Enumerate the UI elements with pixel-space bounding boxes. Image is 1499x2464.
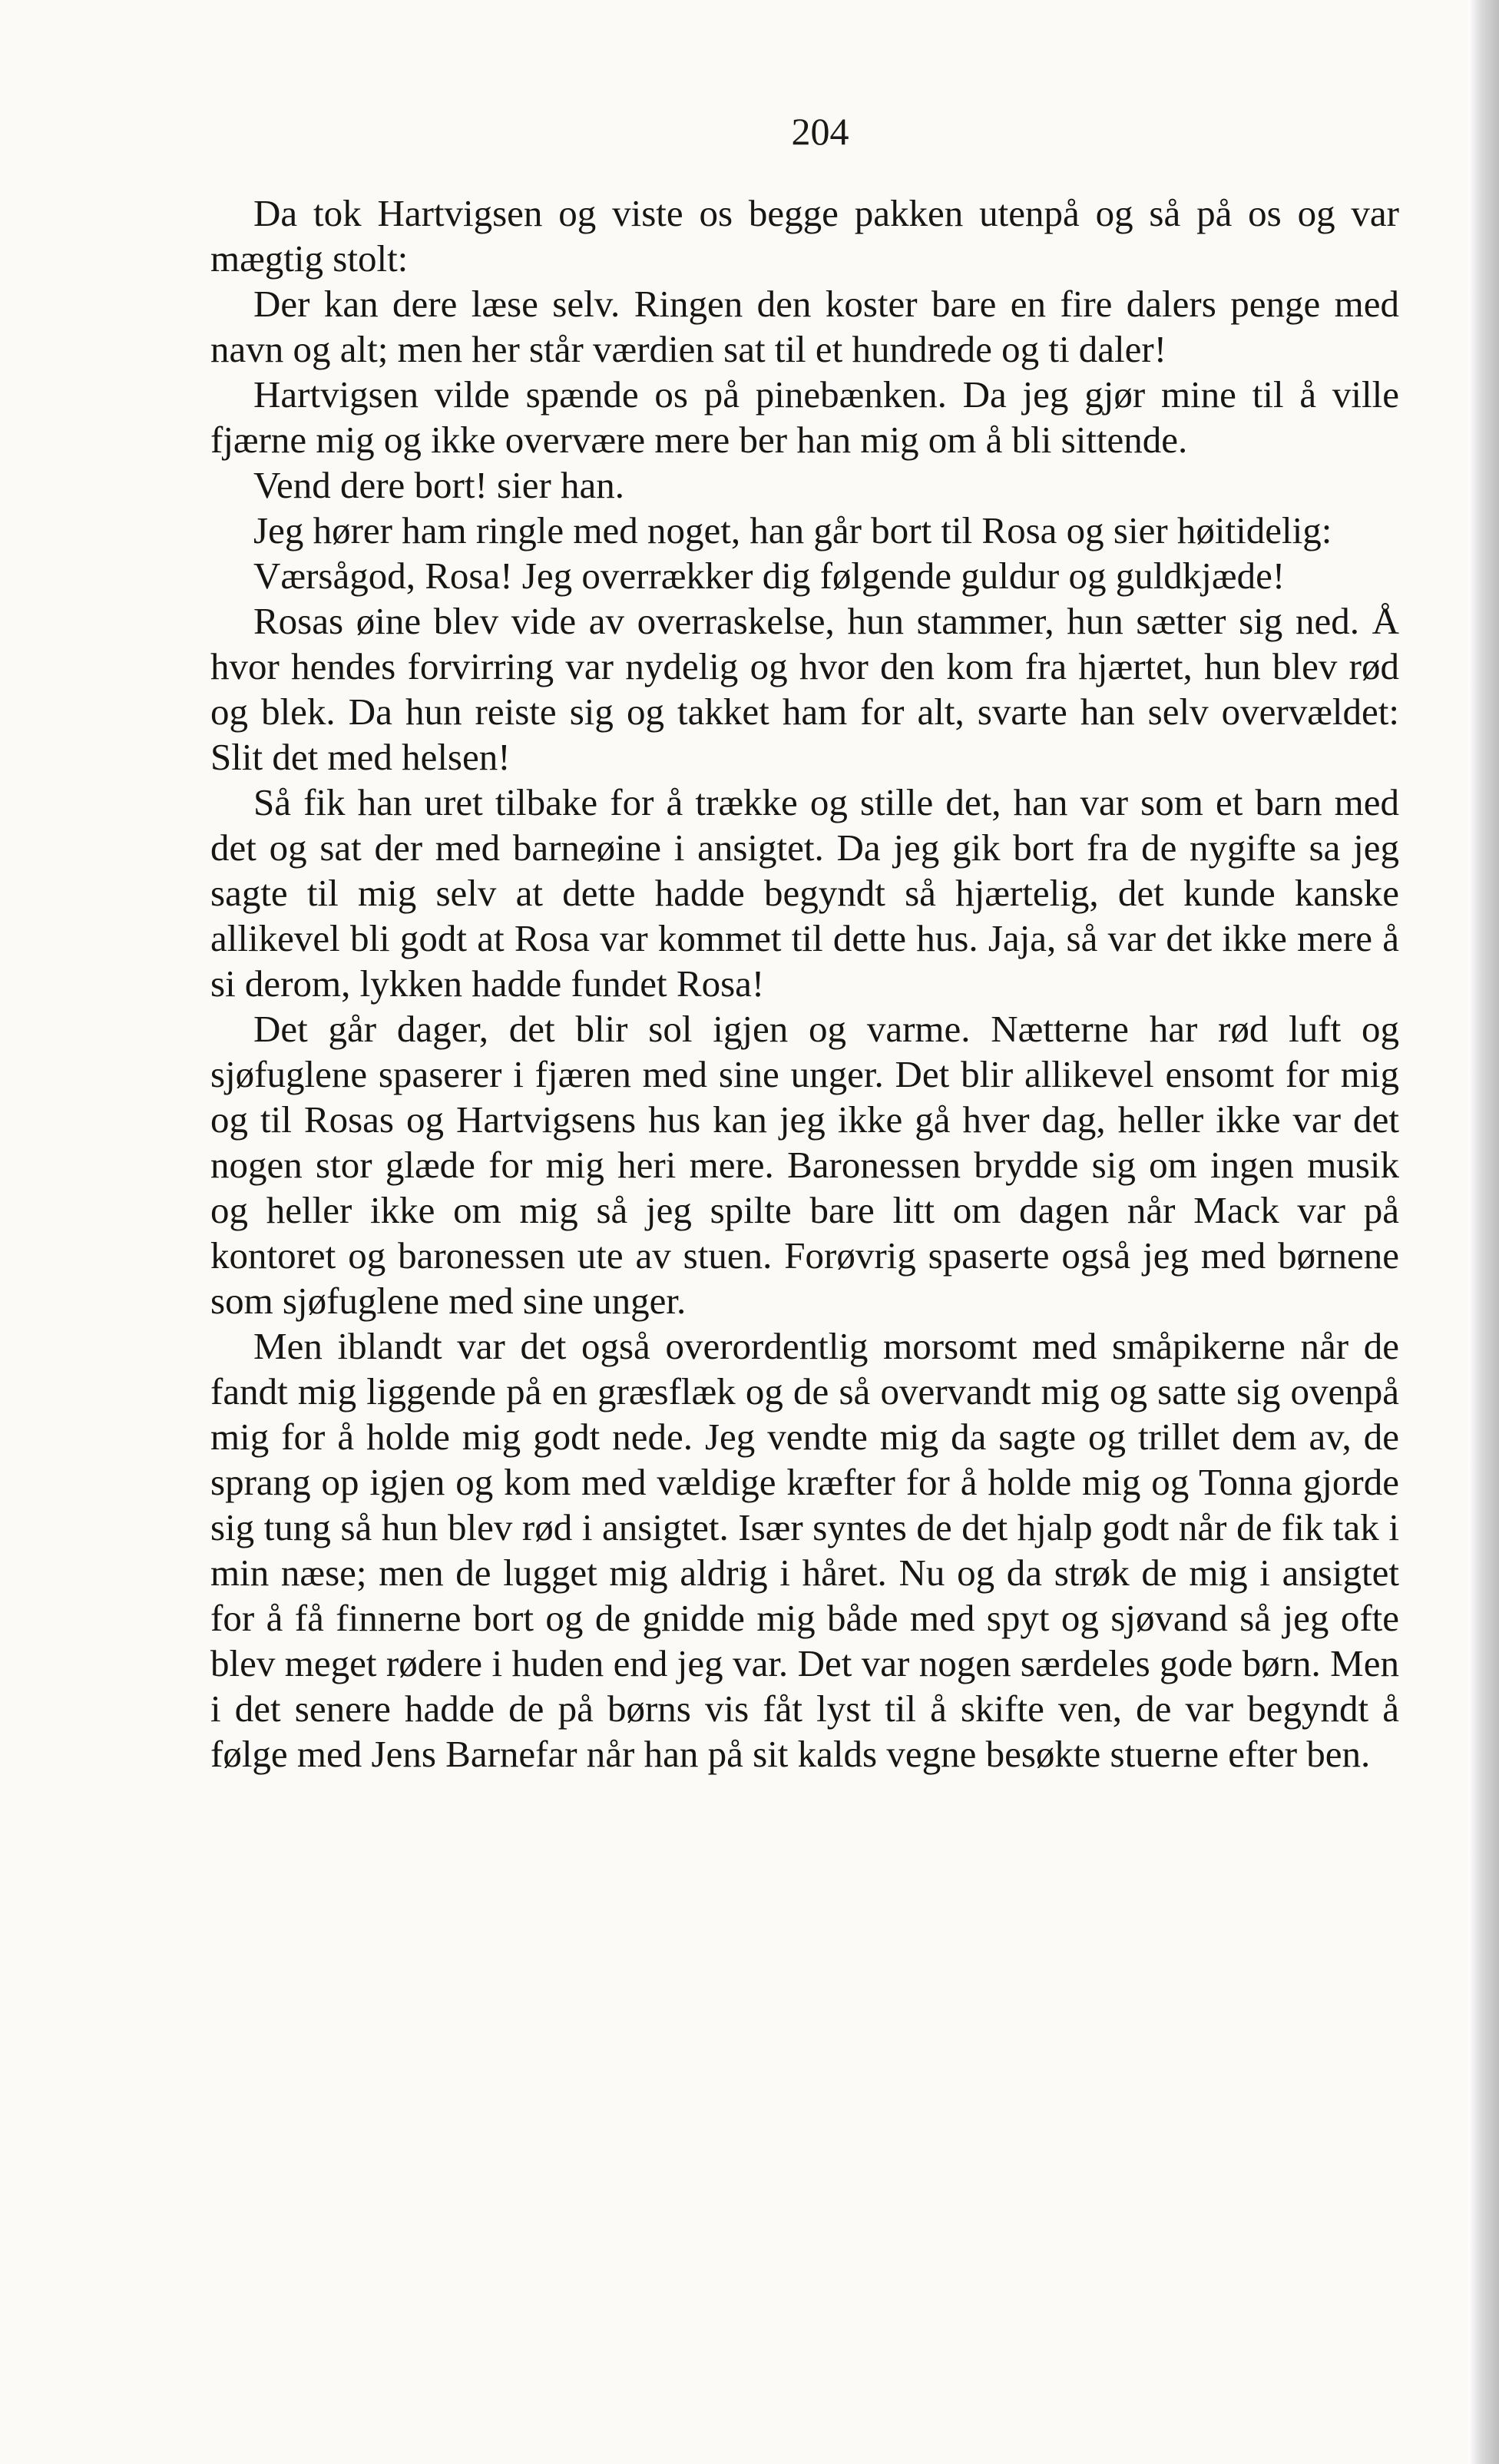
paragraph: Vend dere bort! sier han. <box>253 464 625 506</box>
paragraph: Der kan dere læse selv. Ringen den koster bare en fire dalers penge med navn og alt; men her står værdien sat til et hundrede og ti daler! <box>210 283 1399 370</box>
body-text <box>210 190 1399 1777</box>
paragraph: Rosas øine blev vide av overraskelse, hun stammer, hun sætter sig ned. Å hvor hendes forvirring var nydelig og hvor den kom fra hjærtet, hun blev rød og blek. Da hun reiste sig og takket ham for alt, svarte han selv overvældet: Slit det med helsen! <box>210 600 1399 778</box>
page-number: 204 <box>791 110 849 153</box>
paragraph: Værsågod, Rosa! Jeg overrækker dig følgende guldur og guldkjæde! <box>253 555 1286 597</box>
paragraph: Men iblandt var det også overordentlig morsomt med småpikerne når de fandt mig liggende på en græsflæk og de så overvandt mig og satte sig ovenpå mig for å holde mig godt nede. Jeg vendte mig da sagte og trillet dem av, de sprang op igjen og kom med vældige kræfter for å holde mig og Tonna gjorde sig tung så hun blev rød i ansigtet. Især syntes de det hjalp godt når de fik tak i min næse; men de lugget mig aldrig i håret. Nu og da strøk de mig i ansigtet for å få finnerne bort og de gnidde mig både med spyt og sjøvand så jeg ofte blev meget rødere i huden end jeg var. Det var nogen særdeles gode børn. Men i det senere hadde de på børns vis fåt lyst til å skifte ven, de var begyndt å følge med Jens Barnefar når han på sit kalds vegne besøkte stuerne efter ben. <box>210 1325 1399 1775</box>
paragraph: Da tok Hartvigsen og viste os begge pakken utenpå og så på os og var mægtig stolt: <box>210 192 1399 280</box>
paragraph: Det går dager, det blir sol igjen og varme. Nætterne har rød luft og sjøfuglene spaserer i fjæren med sine unger. Det blir allikevel ensomt for mig og til Rosas og Hartvigsens hus kan jeg ikke gå hver dag, heller ikke var det nogen stor glæde for mig heri mere. Baronessen brydde sig om ingen musik og heller ikke om mig så jeg spilte bare litt om dagen når Mack var på kontoret og baronessen ute av stuen. Forøvrig spaserte også jeg med børnene som sjøfuglene med sine unger. <box>210 1008 1399 1322</box>
paragraph: Hartvigsen vilde spænde os på pinebænken. Da jeg gjør mine til å ville fjærne mig og ikke overvære mere ber han mig om å bli sittende. <box>210 373 1399 461</box>
page-edge-shadow <box>1468 0 1499 2464</box>
paragraph: Jeg hører ham ringle med noget, han går bort til Rosa og sier høitidelig: <box>253 509 1332 551</box>
paragraph: Så fik han uret tilbake for å trække og stille det, han var som et barn med det og sat der med barneøine i ansigtet. Da jeg gik bort fra de nygifte sa jeg sagte til mig selv at dette hadde begyndt så hjærtelig, det kunde kanske allikevel bli godt at Rosa var kommet til dette hus. Jaja, så var det ikke mere å si derom, lykken hadde fundet Rosa! <box>210 781 1399 1005</box>
